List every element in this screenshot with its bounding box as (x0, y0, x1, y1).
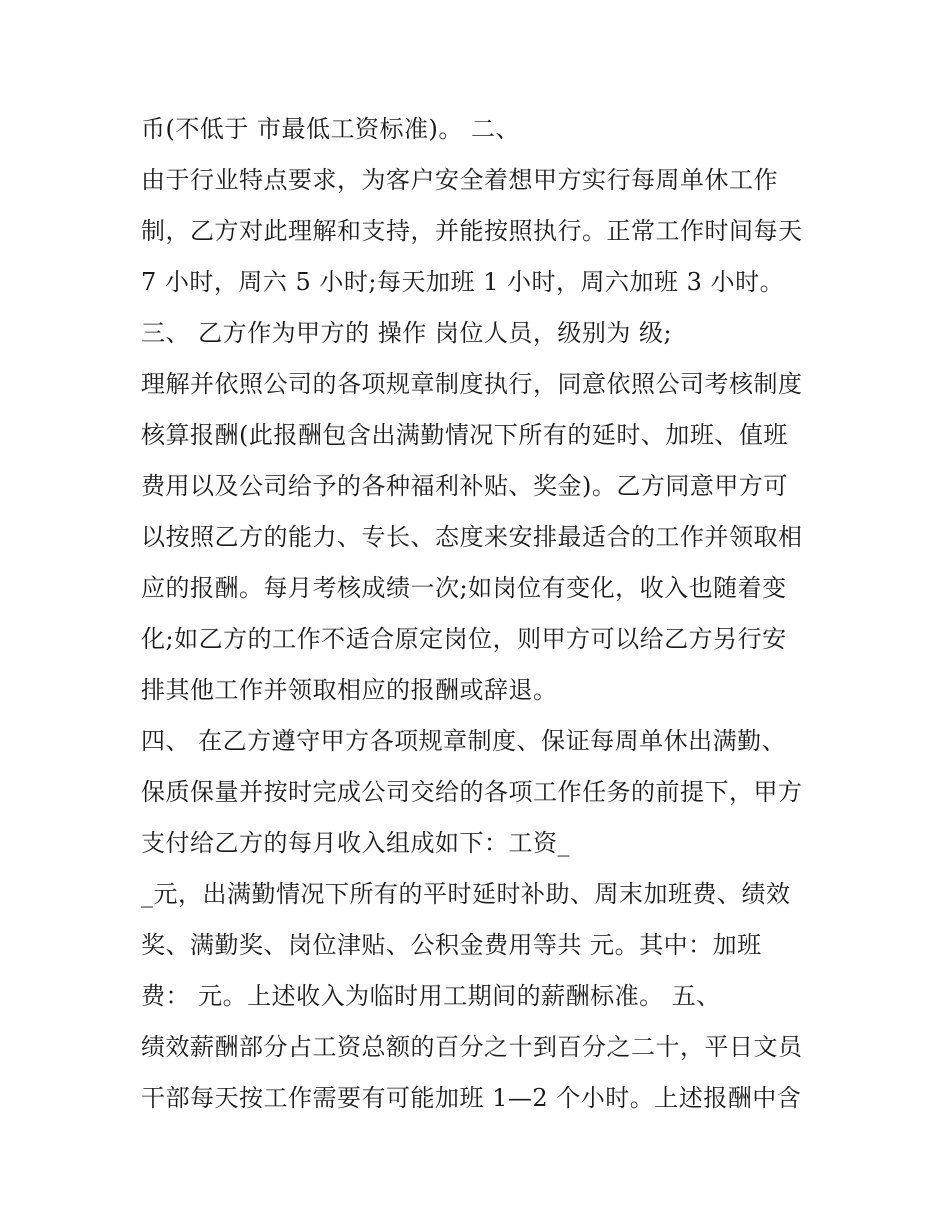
text-line-14: 保质保量并按时完成公司交给的各项工作任务的前提下，甲方 (141, 778, 803, 806)
text-line-18: 费： 元。上述收入为临时用工期间的薪酬标准。 五、 (141, 982, 721, 1010)
text-line-1: 币(不低于 市最低工资标准)。 二、 (141, 115, 520, 143)
text-line-17: 奖、满勤奖、岗位津贴、公积金费用等共 元。其中：加班 (141, 931, 762, 959)
text-line-19: 绩效薪酬部分占工资总额的百分之十到百分之二十，平日文员 (141, 1033, 803, 1061)
text-line-9: 以按照乙方的能力、专长、态度来安排最适合的工作并领取相 (141, 523, 803, 551)
text-line-11: 化;如乙方的工作不适合原定岗位，则甲方可以给乙方另行安 (141, 625, 787, 653)
text-line-10: 应的报酬。每月考核成绩一次;如岗位有变化，收入也随着变 (141, 574, 787, 602)
text-line-7: 核算报酬(此报酬包含出满勤情况下所有的延时、加班、值班 (141, 421, 788, 449)
text-line-16: _元，出满勤情况下所有的平时延时补助、周末加班费、绩效 (141, 880, 791, 908)
text-line-13: 四、 在乙方遵守甲方各项规章制度、保证每周单休出满勤、 (141, 727, 787, 755)
text-line-3: 制，乙方对此理解和支持，并能按照执行。正常工作时间每天 (141, 217, 803, 245)
text-line-6: 理解并依照公司的各项规章制度执行，同意依照公司考核制度 (141, 370, 803, 398)
document-body (141, 110, 831, 1130)
text-line-5: 三、 乙方作为甲方的 操作 岗位人员，级别为 级; (141, 319, 673, 347)
text-line-15: 支付给乙方的每月收入组成如下：工资_ (141, 829, 570, 857)
text-line-20: 干部每天按工作需要有可能加班 1—2 个小时。上述报酬中含 (141, 1084, 802, 1112)
text-line-8: 费用以及公司给予的各种福利补贴、奖金)。乙方同意甲方可 (141, 472, 788, 500)
text-line-12: 排其他工作并领取相应的报酬或辞退。 (141, 676, 558, 704)
text-line-2: 由于行业特点要求，为客户安全着想甲方实行每周单休工作 (141, 166, 778, 194)
text-line-4: 7 小时，周六 5 小时;每天加班 1 小时，周六加班 3 小时。 (141, 268, 785, 296)
